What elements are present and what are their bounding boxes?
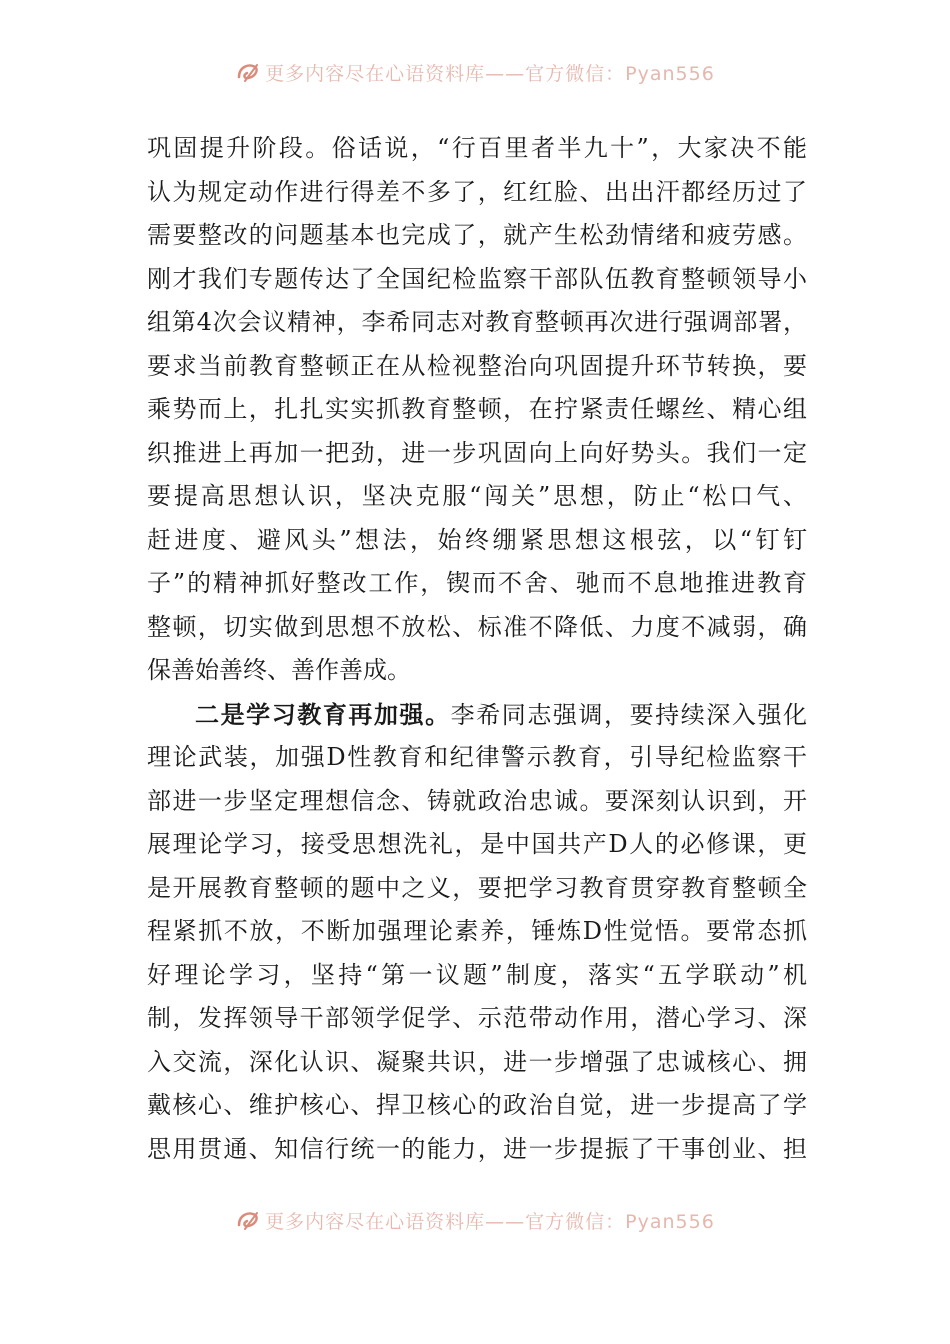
text-line: 制，发挥领导干部领学促学、示范带动作用，潜心学习、深 bbox=[147, 1004, 807, 1032]
text-line: 乘势而上，扎扎实实抓教育整顿，在拧紧责任螺丝、精心组 bbox=[147, 395, 807, 423]
paragraph-heading: 二是学习教育再加强。 bbox=[195, 699, 451, 729]
paragraph-1 bbox=[147, 127, 807, 693]
paragraph-text: 李希同志强调，要持续深入强化 bbox=[450, 700, 808, 729]
text-line: 赶进度、避风头”想法，始终绷紧思想这根弦，以“钉钉 bbox=[147, 525, 807, 554]
paragraph-2 bbox=[147, 693, 807, 1172]
text-line: 刚才我们专题传达了全国纪检监察干部队伍教育整顿领导小 bbox=[147, 264, 807, 293]
text-line: 需要整改的问题基本也完成了，就产生松劲情绪和疲劳感。 bbox=[147, 221, 807, 249]
text-line: 织推进上再加一把劲，进一步巩固向上向好势头。我们一定 bbox=[147, 438, 807, 467]
text-line: 整顿，切实做到思想不放松、标准不降低、力度不减弱，确 bbox=[147, 612, 807, 641]
text-line: 认为规定动作进行得差不多了，红红脸、出出汗都经历过了 bbox=[147, 177, 807, 206]
text-line: 要求当前教育整顿正在从检视整治向巩固提升环节转换，要 bbox=[147, 351, 807, 380]
paragraph-first-line bbox=[147, 693, 807, 737]
text-line: 组第4次会议精神，李希同志对教育整顿再次进行强调部署， bbox=[147, 308, 807, 336]
watermark-text: 更多内容尽在心语资料库——官方微信：Pyan556 bbox=[265, 62, 715, 85]
watermark-logo-icon bbox=[235, 1207, 261, 1233]
header-watermark bbox=[0, 54, 950, 90]
footer-watermark bbox=[0, 1202, 950, 1238]
text-line: 程紧抓不放，不断加强理论素养，锤炼D性觉悟。要常态抓 bbox=[147, 917, 807, 945]
text-line: 好理论学习，坚持“第一议题”制度，落实“五学联动”机 bbox=[147, 960, 807, 989]
watermark-logo-icon bbox=[235, 59, 261, 85]
text-line: 理论武装，加强D性教育和纪律警示教育，引导纪检监察干 bbox=[147, 743, 807, 771]
text-line: 要提高思想认识，坚决克服“闯关”思想，防止“松口气、 bbox=[147, 482, 807, 510]
text-line: 戴核心、维护核心、捍卫核心的政治自觉，进一步提高了学 bbox=[147, 1091, 807, 1119]
watermark-text: 更多内容尽在心语资料库——官方微信：Pyan556 bbox=[265, 1210, 715, 1233]
text-line: 部进一步坚定理想信念、铸就政治忠诚。要深刻认识到，开 bbox=[147, 786, 807, 815]
text-line: 保善始善终、善作善成。 bbox=[147, 656, 411, 684]
text-line: 思用贯通、知信行统一的能力，进一步提振了干事创业、担 bbox=[147, 1134, 807, 1163]
text-line: 入交流，深化认识、凝聚共识，进一步增强了忠诚核心、拥 bbox=[147, 1047, 807, 1076]
text-line: 展理论学习，接受思想洗礼，是中国共产D人的必修课，更 bbox=[147, 830, 807, 858]
document-body bbox=[147, 127, 807, 1171]
text-line: 巩固提升阶段。俗话说，“行百里者半九十”，大家决不能 bbox=[147, 134, 807, 162]
text-line: 是开展教育整顿的题中之义，要把学习教育贯穿教育整顿全 bbox=[147, 873, 807, 902]
text-line: 子”的精神抓好整改工作，锲而不舍、驰而不息地推进教育 bbox=[147, 569, 807, 597]
